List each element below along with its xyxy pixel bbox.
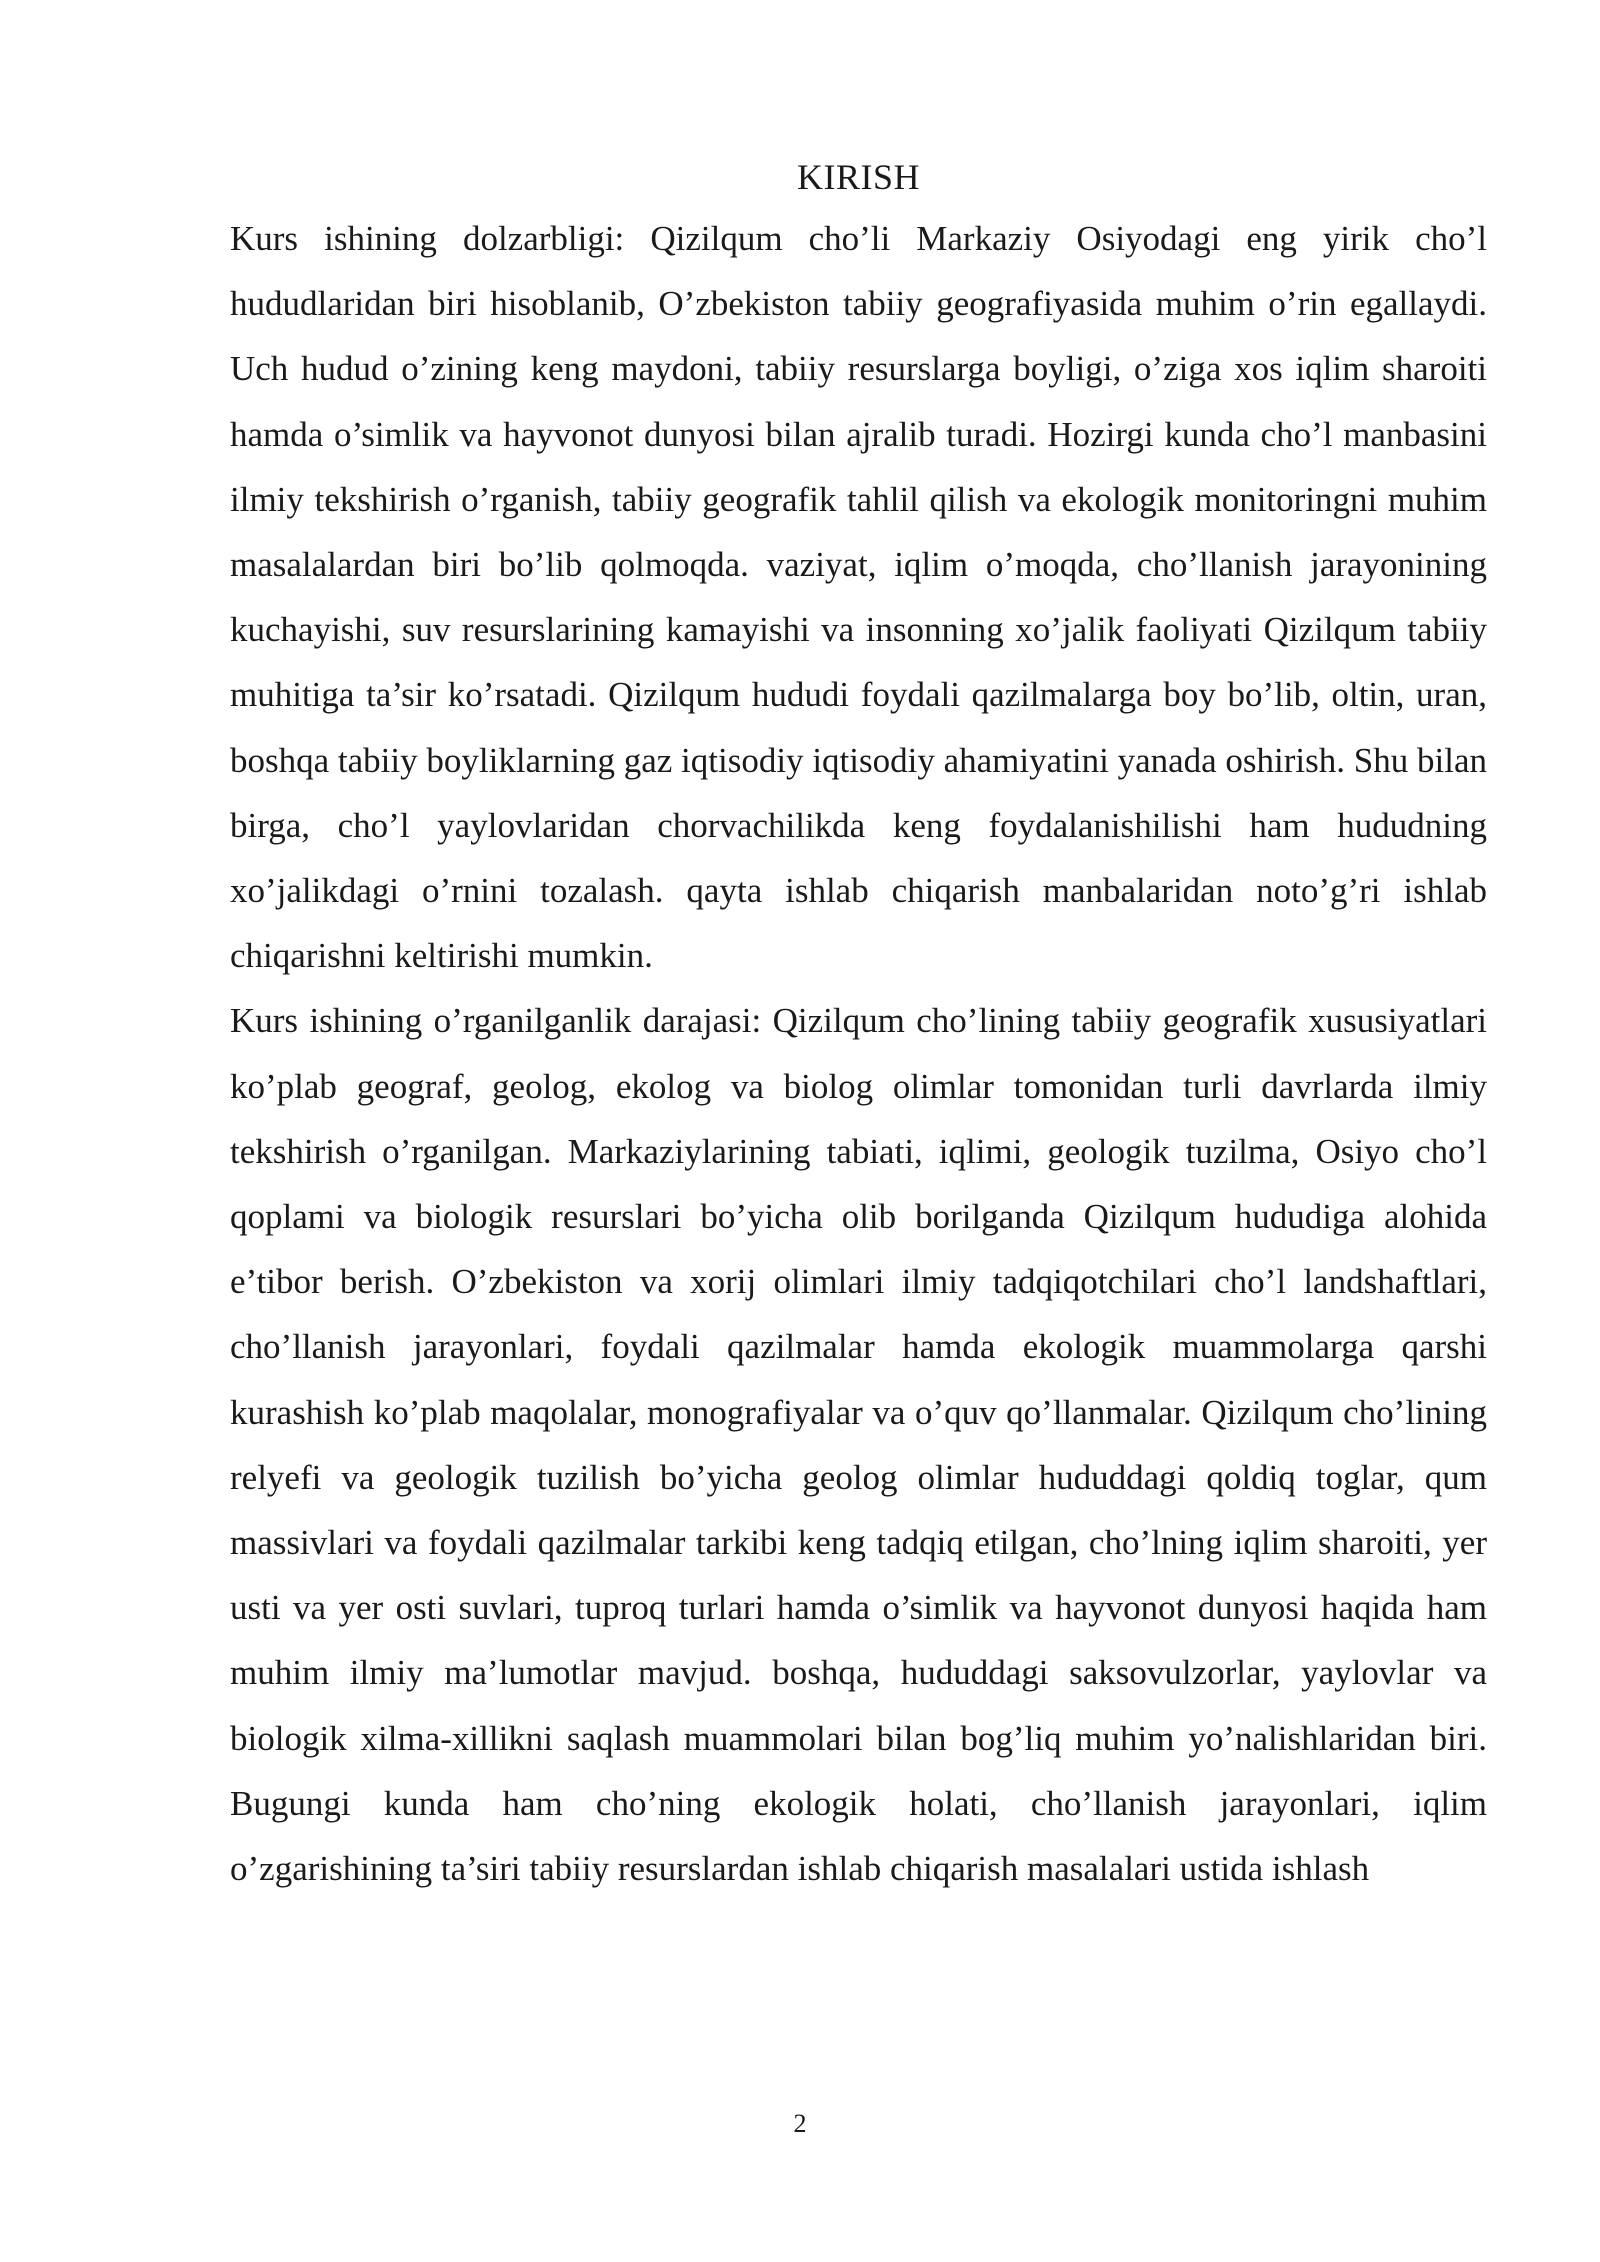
page-number: 2 [793,2109,807,2138]
section-heading: KIRISH [796,157,920,197]
paragraph-relevance: Kurs ishining dolzarbligi: Qizilqum cho’li Markaziy Osiyodagi eng yirik cho’l hududlaridan biri hisoblanib, O’zbekiston tabiiy geografiyasida muhim o’rin egallaydi. Uch hudud o’zining keng maydoni, tabiiy resurslarga boyligi, o’ziga xos iqlim sharoiti hamda o’simlik va hayvonot dunyosi bilan ajralib turadi. Hozirgi kunda cho’l manbasini ilmiy tekshirish o’rganish, tabiiy geografik tahlil qilish va ekologik monitoringni muhim masalalardan biri bo’lib qolmoqda. vaziyat, iqlim o’moqda, cho’llanish jarayonining kuchayishi, suv resurslarining kamayishi va insonning xo’jalik faoliyati Qizilqum tabiiy muhitiga ta’sir ko’rsatadi. Qizilqum hududi foydali qazilmalarga boy bo’lib, oltin, uran, boshqa tabiiy boyliklarning gaz iqtisodiy iqtisodiy ahamiyatini yanada oshirish. Shu bilan birga, cho’l yaylovlaridan chorvachilikda keng foydalanishilishi ham hududning xo’jalikdagi o’rnini tozalash. qayta ishlab chiqarish manbalaridan noto’g’ri ishlab chiqarishni keltirishi mumkin. [230,219,1487,976]
page-content [230,148,1487,1901]
paragraph-study-degree: Kurs ishining o’rganilganlik darajasi: Qizilqum cho’lining tabiiy geografik xususiyatlari ko’plab geograf, geolog, ekolog va biolog olimlar tomonidan turli davrlarda ilmiy tekshirish o’rganilgan. Markaziylarining tabiati, iqlimi, geologik tuzilma, Osiyo cho’l qoplami va biologik resurslari bo’yicha olib borilganda Qizilqum hududiga alohida e’tibor berish. O’zbekiston va xorij olimlari ilmiy tadqiqotchilari cho’l landshaftlari, cho’llanish jarayonlari, foydali qazilmalar hamda ekologik muammolarga qarshi kurashish ko’plab maqolalar, monografiyalar va o’quv qo’llanmalar. Qizilqum cho’lining relyefi va geologik tuzilish bo’yicha geolog olimlar hududdagi qoldiq toglar, qum massivlari va foydali qazilmalar tarkibi keng tadqiq etilgan, cho’lning iqlim sharoiti, yer usti va yer osti suvlari, tuproq turlari hamda o’simlik va hayvonot dunyosi haqida ham muhim ilmiy ma’lumotlar mavjud. boshqa, hududdagi saksovulzorlar, yaylovlar va biologik xilma-xillikni saqlash muammolari bilan bog’liq muhim yo’nalishlaridan biri. Bugungi kunda ham cho’ning ekologik holati, cho’llanish jarayonlari, iqlim o’zgarishining ta’siri tabiiy resurslardan ishlab chiqarish masalalari ustida ishlash [230,1001,1487,1889]
